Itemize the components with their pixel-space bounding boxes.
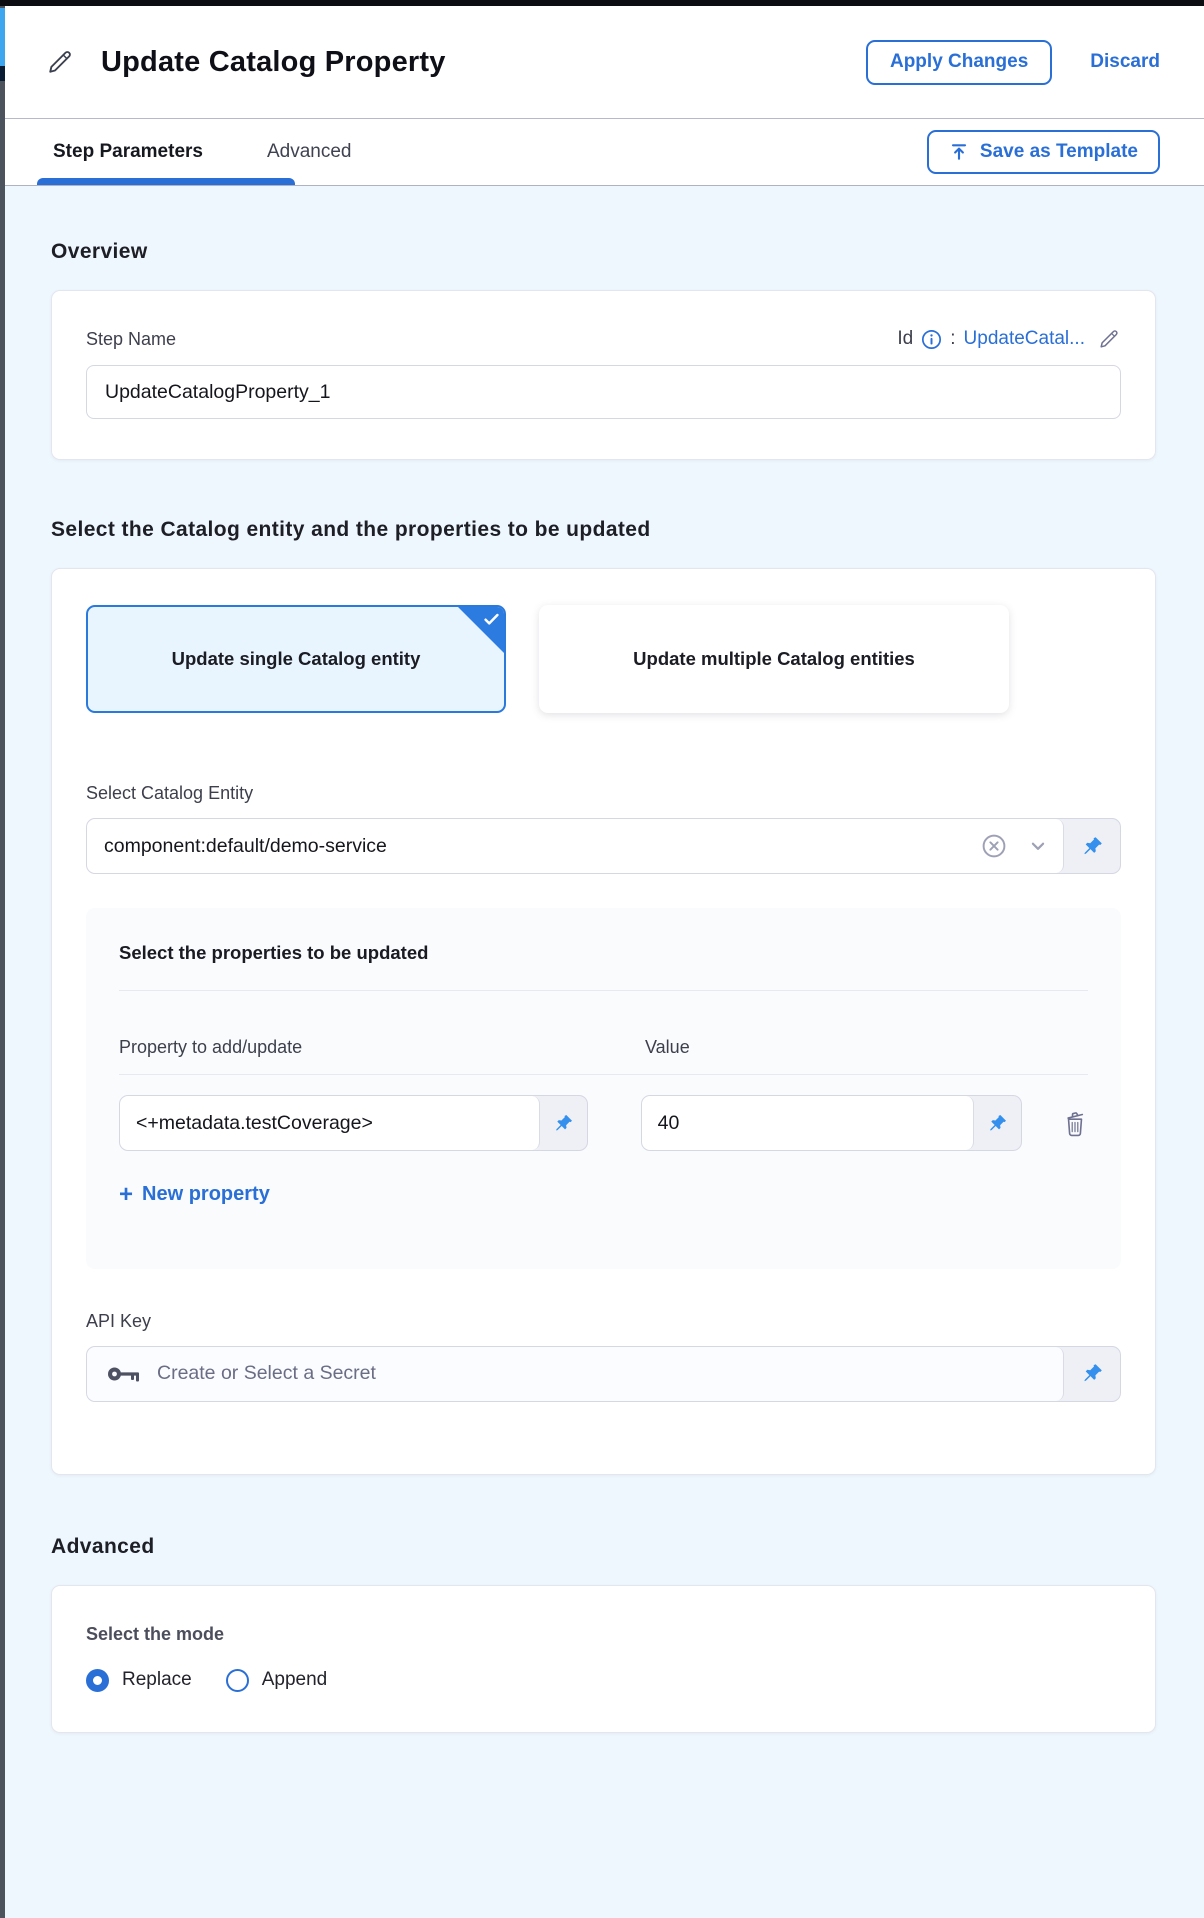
apply-changes-button[interactable]: Apply Changes <box>866 40 1052 85</box>
step-name-input[interactable] <box>86 365 1121 419</box>
id-label: Id <box>897 328 914 349</box>
background-panel-edge-blue <box>0 8 5 66</box>
edit-id-icon[interactable] <box>1097 327 1121 351</box>
property-column-header: Property to add/update <box>119 1037 303 1057</box>
entity-input-type-pin[interactable] <box>1064 819 1120 873</box>
property-input-type-pin[interactable] <box>540 1096 587 1150</box>
clear-selection-icon[interactable] <box>981 833 1007 859</box>
checkmark-icon <box>484 613 499 626</box>
delete-property-icon[interactable] <box>1062 1109 1088 1137</box>
value-input-type-pin[interactable] <box>974 1096 1021 1150</box>
catalog-entity-input-area[interactable] <box>87 819 1064 873</box>
edit-step-name-icon[interactable] <box>45 47 75 77</box>
chevron-down-icon[interactable] <box>1029 837 1047 855</box>
plus-icon: + <box>119 1180 134 1208</box>
properties-panel-title: Select the properties to be updated <box>119 942 429 963</box>
upload-icon <box>949 142 969 162</box>
catalog-entity-select <box>86 818 1121 874</box>
entity-card <box>51 568 1156 1475</box>
entity-mode-options <box>86 605 1121 713</box>
tab-advanced[interactable]: Advanced <box>266 141 352 162</box>
background-panel-edge <box>0 6 5 1918</box>
property-name-input[interactable] <box>136 1112 527 1135</box>
key-icon <box>107 1365 141 1383</box>
step-config-drawer <box>5 6 1204 1918</box>
option-update-single-entity[interactable]: Update single Catalog entity <box>86 605 506 713</box>
step-id-row <box>897 327 1121 351</box>
background-panel-edge-navy <box>0 66 5 81</box>
mode-label: Select the mode <box>86 1623 225 1644</box>
option-update-multiple-entities[interactable]: Update multiple Catalog entities <box>539 605 1009 713</box>
tab-step-parameters[interactable]: Step Parameters <box>53 141 203 162</box>
radio-unselected-icon <box>226 1669 249 1692</box>
step-id-link[interactable]: UpdateCatal... <box>963 328 1085 349</box>
advanced-heading: Advanced <box>51 1534 155 1558</box>
info-icon[interactable] <box>921 329 942 350</box>
properties-column-headers <box>119 1037 1088 1058</box>
overview-heading: Overview <box>51 240 148 263</box>
new-property-button[interactable]: + New property <box>119 1180 270 1208</box>
save-as-template-button[interactable]: Save as Template <box>927 130 1160 174</box>
page-title: Update Catalog Property <box>101 45 446 78</box>
radio-selected-icon <box>86 1669 109 1692</box>
secret-placeholder: Create or Select a Secret <box>157 1362 376 1384</box>
discard-button[interactable]: Discard <box>1090 51 1160 72</box>
catalog-entity-input[interactable] <box>104 835 971 858</box>
radio-append[interactable]: Append <box>226 1669 328 1692</box>
property-row <box>119 1095 1088 1151</box>
tab-bar <box>5 119 1204 186</box>
advanced-card <box>51 1585 1156 1733</box>
secret-selector[interactable] <box>87 1347 1064 1401</box>
properties-panel <box>86 908 1121 1269</box>
api-key-input-type-pin[interactable] <box>1064 1347 1120 1401</box>
window-top-edge <box>0 0 1204 6</box>
divider <box>119 1074 1088 1075</box>
api-key-field <box>86 1346 1121 1402</box>
id-separator: : <box>950 328 956 349</box>
select-entity-label: Select Catalog Entity <box>86 783 254 803</box>
api-key-label: API Key <box>86 1310 152 1331</box>
property-value-input[interactable] <box>658 1112 961 1135</box>
overview-card <box>51 290 1156 460</box>
value-column-header: Value <box>645 1037 690 1057</box>
step-name-label: Step Name <box>86 328 177 349</box>
mode-radio-group <box>86 1669 1121 1692</box>
divider <box>119 990 1088 991</box>
entity-section-heading: Select the Catalog entity and the properties to be updated <box>51 518 651 541</box>
radio-replace[interactable]: Replace <box>86 1669 192 1692</box>
active-tab-underline <box>37 178 295 185</box>
step-parameters-panel <box>5 186 1204 1918</box>
drawer-header <box>5 6 1204 119</box>
